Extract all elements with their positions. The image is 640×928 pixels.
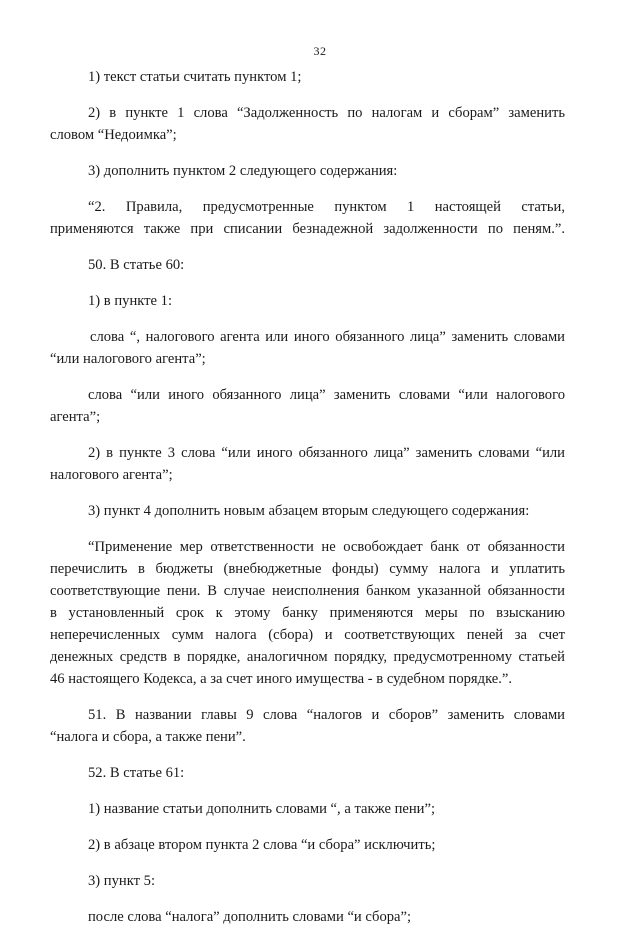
text-line: 3) пункт 5:: [88, 873, 155, 889]
text-line: 1) текст статьи считать пунктом 1;: [88, 69, 302, 85]
text-line: агента”;: [50, 409, 101, 425]
text-line: в установленный срок к этому банку применяются меры по взысканию: [50, 605, 565, 621]
text-line: “или налогового агента”;: [50, 351, 206, 367]
text-line: словом “Недоимка”;: [50, 127, 177, 143]
text-line: 3) дополнить пунктом 2 следующего содержания:: [88, 163, 398, 179]
text-line: 2) в пункте 1 слова “Задолженность по налогам и сборам” заменить: [88, 105, 565, 121]
text-line: 51. В названии главы 9 слова “налогов и сборов” заменить словами: [88, 707, 565, 723]
text-line: 50. В статье 60:: [88, 257, 185, 273]
text-line: после слова “налога” дополнить словами “и сбора”;: [88, 909, 412, 925]
text-line: 1) название статьи дополнить словами “, а также пени”;: [88, 801, 436, 817]
text-line: неперечисленных сумм налога (сбора) и соответствующих пеней за счет: [50, 627, 565, 643]
text-line: слова “или иного обязанного лица” заменить словами “или налогового: [88, 387, 565, 403]
text-line: 3) пункт 4 дополнить новым абзацем вторым следующего содержания:: [88, 503, 530, 519]
text-line: перечислить в бюджеты (внебюджетные фонды) сумму налога и уплатить: [50, 561, 565, 577]
text-line: “Применение мер ответственности не освобождает банк от обязанности: [88, 539, 565, 555]
text-line: применяются также при списании безнадежной задолженности по пеням.”.: [50, 221, 565, 237]
text-line: 1) в пункте 1:: [88, 293, 173, 309]
text-line: 52. В статье 61:: [88, 765, 185, 781]
text-line: 2) в абзаце втором пункта 2 слова “и сбора” исключить;: [88, 837, 436, 853]
page-number: 32: [313, 44, 327, 58]
text-line: налогового агента”;: [50, 467, 173, 483]
document-body: [50, 66, 565, 928]
text-line: денежных средств в порядке, аналогичном порядку, предусмотренному статьей: [50, 649, 565, 665]
text-line: соответствующие пени. В случае неисполнения банком указанной обязанности: [50, 583, 565, 599]
text-line: “2. Правила, предусмотренные пунктом 1 настоящей статьи,: [88, 199, 565, 215]
text-line: 2) в пункте 3 слова “или иного обязанного лица” заменить словами “или: [88, 445, 565, 461]
text-line: 46 настоящего Кодекса, а за счет иного имущества - в судебном порядке.”.: [50, 671, 513, 687]
text-line: “налога и сбора, а также пени”.: [50, 729, 246, 745]
text-line: слова “, налогового агента или иного обязанного лица” заменить словами: [90, 329, 565, 345]
